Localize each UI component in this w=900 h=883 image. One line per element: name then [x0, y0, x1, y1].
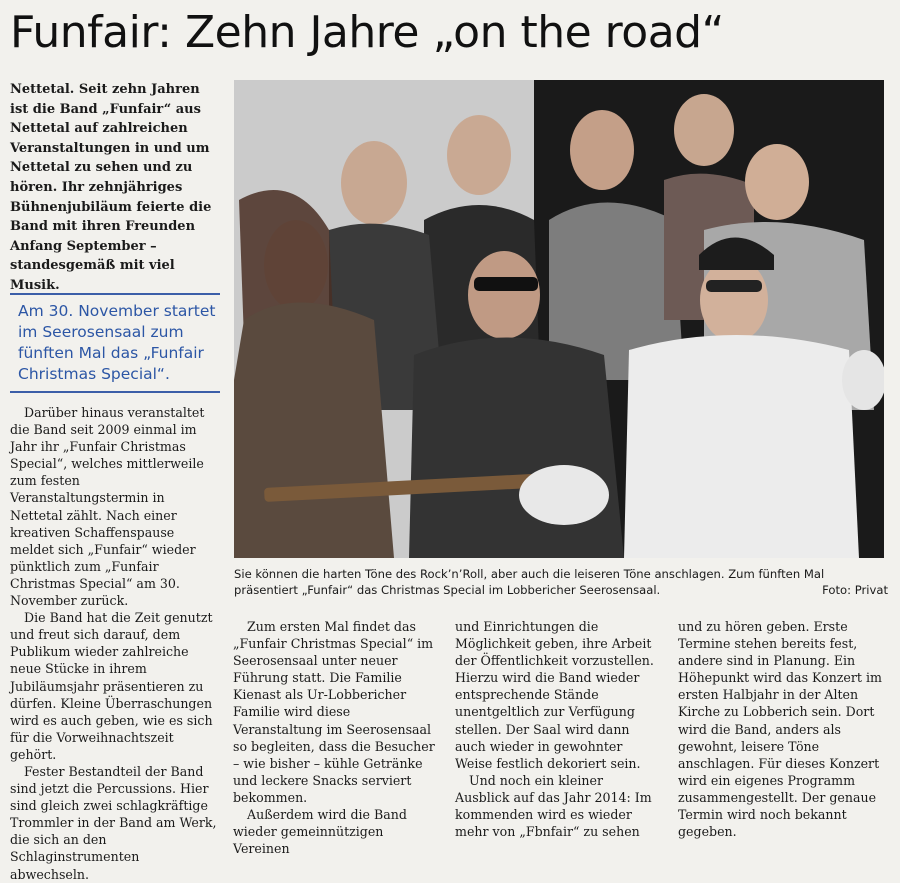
col4-paragraph-1: und zu hören geben. Erste Termine stehen bereits fest, andere sind in Planung. Ein Höhepunkt wird das Konzert im ersten Halbjahr in der Alten Kirche zu Lobberich sein. Dort wird die Band, anders als gewohnt, leisere Töne anschlagen. Für dieses Konzert wird ein eigenes Programm zusammengestellt. Der genaue Termin wird noch bekannt gegeben.	[678, 619, 882, 840]
col3-paragraph-1: und Einrichtungen die Möglichkeit geben, ihre Arbeit der Öffentlichkeit vorzustellen. Hierzu wird die Band wieder entsprechende Stände unentgeltlich zur Verfügung stellen. Der Saal wird dann auch wieder in gewohnter Weise festlich dekoriert sein.	[455, 619, 654, 771]
band-photo	[234, 80, 884, 558]
column-2	[233, 618, 439, 857]
col1-paragraph-2: Die Band hat die Zeit genutzt und freut sich darauf, dem Publikum wieder zahlreiche neue Stücke in ihrem Jubiläumsjahr präsentieren zu dürfen. Kleine Überraschungen wird es auch geben, wie es sich für die Vorweihnachtszeit gehört.	[10, 610, 213, 762]
col3-paragraph-2: Und noch ein kleiner Ausblick auf das Jahr 2014: Im kommenden wird es wieder mehr von „Fbnfair“ zu sehen	[455, 772, 652, 840]
col2-paragraph-2: Außerdem wird die Band wieder gemeinnützigen Vereinen	[233, 807, 407, 857]
photo-caption: Sie können die harten Töne des Rock’n’Roll, aber auch die leiseren Töne anschlagen. Zum fünften Mal präsentiert „Funfair“ das Christmas Special im Lobbericher Seerosensaal.	[234, 567, 825, 597]
band-photo-illustration	[234, 80, 884, 558]
photo-credit: Foto: Privat	[822, 583, 888, 597]
pull-quote: Am 30. November startet im Seerosensaal zum fünften Mal das „Funfair Christmas Special“.	[10, 293, 220, 393]
lead-paragraph: Nettetal. Seit zehn Jahren ist die Band „Funfair“ aus Nettetal auf zahlreichen Veranstaltungen in und um Nettetal zu sehen und zu hören. Ihr zehnjähriges Bühnenjubiläum feierte die Band mit ihren Freunden Anfang September – standesgemäß mit viel Musik.	[10, 82, 212, 293]
col1-paragraph-1: Darüber hinaus veranstaltet die Band seit 2009 einmal im Jahr ihr „Funfair Christmas Special“, welches mittlerweile zum festen Veranstaltungstermin in Nettetal zählt. Nach einer kreativen Schaffenspause meldet sich „Funfair“ wieder pünktlich zum „Funfair Christmas Special“ am 30. November zurück.	[10, 405, 205, 609]
headline: Funfair: Zehn Jahre „on the road“	[10, 7, 724, 58]
col1-paragraph-3: Fester Bestandteil der Band sind jetzt die Percussions. Hier sind gleich zwei schlagkräftige Trommler in der Band am Werk, die sich an den Schlaginstrumenten abwechseln.	[10, 763, 217, 882]
column-4	[678, 618, 886, 840]
col2-paragraph-1: Zum ersten Mal findet das „Funfair Christmas Special“ im Seerosensaal unter neuer Führung statt. Die Familie Kienast als Ur-Lobbericher Familie wird diese Veranstaltung im Seerosensaal so begleiten, dass die Besucher – wie bisher – kühle Getränke und leckere Snacks serviert bekommen.	[233, 619, 435, 805]
column-1	[10, 404, 218, 883]
column-3	[455, 618, 661, 840]
